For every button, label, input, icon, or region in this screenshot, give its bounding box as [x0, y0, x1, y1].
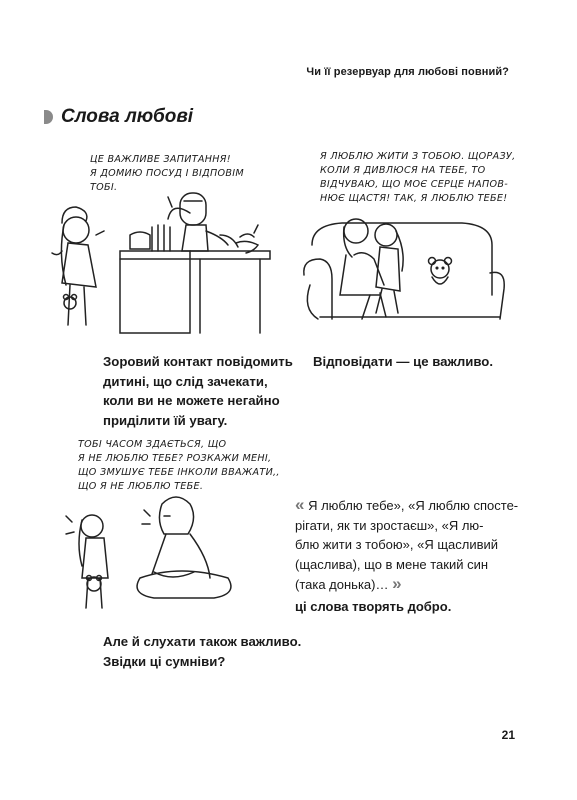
section-title: [44, 106, 193, 128]
bubble-line: КОЛИ Я ДИВЛЮСЯ НА ТЕБЕ, ТО: [320, 165, 486, 176]
caption-line: приділити їй увагу.: [103, 412, 228, 428]
bubble-line: ЩО ЗМУШУЄ ТЕБЕ ІНКОЛИ ВВАЖАТИ,,: [78, 467, 280, 478]
bubble-line: ТОБІ ЧАСОМ ЗДАЄТЬСЯ, ЩО: [78, 439, 227, 450]
caption-line: коли ви не можете негайно: [103, 393, 280, 408]
quote-line: (щаслива), що в мене такий син: [295, 556, 489, 572]
bubble-line: Я ДОМИЮ ПОСУД І ВІДПОВІМ: [90, 168, 244, 179]
caption-listening: [103, 632, 301, 671]
quote-line: [295, 495, 525, 516]
bubble-line: Я ЛЮБЛЮ ЖИТИ З ТОБОЮ. ЩОРАЗУ,: [320, 151, 516, 162]
close-quote-icon: »: [392, 574, 402, 593]
caption-answering: [313, 352, 493, 372]
section-marker-icon: [44, 110, 53, 124]
section-title-text: Слова любові: [61, 106, 194, 127]
open-quote-icon: «: [295, 495, 305, 514]
quote-line: [295, 574, 525, 595]
quote-text: (така донька)…: [295, 577, 389, 592]
bubble-line: ЩО Я НЕ ЛЮБЛЮ ТЕБЕ.: [78, 481, 204, 492]
bubble-line: Я НЕ ЛЮБЛЮ ТЕБЕ? РОЗКАЖИ МЕНІ,: [78, 453, 272, 464]
caption-eye-contact: [103, 352, 293, 430]
caption-line: Але й слухати також важливо.: [103, 634, 302, 649]
speech-bubble-listen: [78, 438, 280, 494]
quote-line: блю жити з тобою», «Я щасливий: [295, 537, 499, 552]
bubble-line: НЮЄ ЩАСТЯ! ТАК, Я ЛЮБЛЮ ТЕБЕ!: [320, 193, 508, 204]
bubble-line: ЦЕ ВАЖЛИВЕ ЗАПИТАННЯ!: [90, 154, 231, 165]
speech-bubble-hug: [320, 150, 515, 206]
caption-line: Зоровий контакт повідомить: [103, 354, 293, 369]
page-number: 21: [501, 728, 515, 742]
caption-line: дитині, що слід зачекати,: [103, 373, 268, 389]
quote-line: рігати, як ти зростаєш», «Я лю-: [295, 517, 484, 533]
quote-block: [295, 495, 525, 616]
illustration-mother-daughter-sofa: [300, 205, 505, 335]
illustration-mother-washing-dishes: [40, 185, 275, 335]
bubble-line: ВІДЧУВАЮ, ЩО МОЄ СЕРЦЕ НАПОВ-: [320, 179, 508, 190]
bubble-line: ТОБІ.: [90, 182, 118, 193]
illustration-mother-listening: [44, 492, 274, 622]
quote-conclusion: ці слова творять добро.: [295, 598, 452, 614]
quote-text: Я люблю тебе», «Я люблю спосте-: [308, 498, 519, 513]
caption-line: Відповідати — це важливо.: [313, 354, 493, 369]
caption-line: Звідки ці сумніви?: [103, 653, 226, 669]
running-header: Чи її резервуар для любові повний?: [306, 66, 509, 78]
